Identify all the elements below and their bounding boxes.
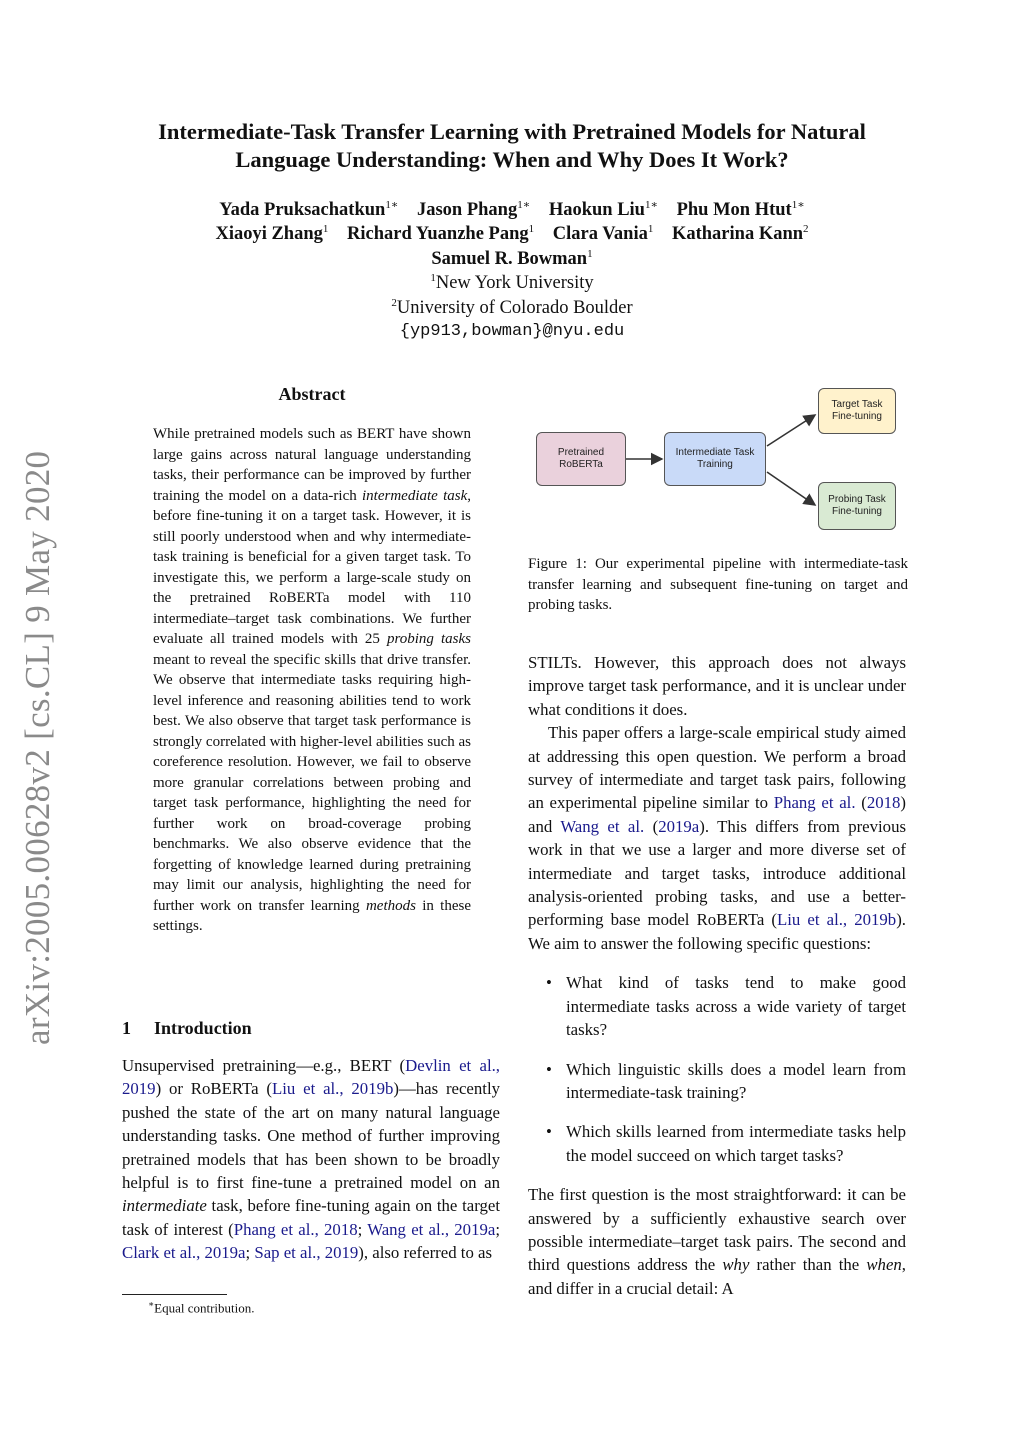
text-em: when [866,1255,902,1275]
footnote [148,1299,255,1316]
list-item [528,1058,906,1105]
author-mark: 1∗ [517,199,531,211]
abstract-span: in these settings. [153,897,471,934]
affiliation-name: New York University [435,273,594,294]
bullet: • [546,1122,552,1142]
text-span: ( [644,816,659,836]
box-intermediate-task-training [664,432,766,486]
box-target-task-finetuning [818,388,896,434]
affiliation [100,296,924,320]
text-span: ( [855,793,867,813]
citation-link[interactable]: Liu et al., 2019b [777,910,897,930]
arrow-intermediate-to-probing [767,472,815,505]
bullet: • [546,1059,552,1079]
box-pretrained-roberta [536,432,626,486]
list-item [528,971,906,1041]
author-name: Yada Pruksachatkun [219,200,386,220]
author-name: Xiaoyi Zhang [215,224,323,245]
text-em: intermediate [122,1196,207,1216]
citation-link[interactable]: Wang et al., 2019a [367,1219,496,1239]
author-mark: 1∗ [644,199,658,211]
text-span: , and differ in a crucial detail: A [528,1255,906,1298]
abstract-span: While pretrained models such as BERT have shown large gains across natural language understanding tasks, their performance can be improved by further training the model on a data-rich [153,426,471,504]
text-span: ) or RoBERTa ( [155,1079,272,1099]
bullet: • [546,973,552,993]
title-line-2: Language Understanding: When and Why Does It Work? [235,147,789,172]
paragraph [528,721,906,955]
footnote-text: Equal contribution. [154,1300,255,1316]
abstract-span: , before fine-tuning it on a target task. However, it is still poorly understood when and why intermediate-task training is beneficial for a given target task. To investigate this, we perform a large-scale study on the pretrained RoBERTa model with 110 intermediate–target task combinations. We further evaluate all trained models with 25 [153,487,471,647]
author-name: Jason Phang [416,200,518,220]
text-span: ; [357,1219,368,1239]
intro-paragraph [122,1054,500,1265]
text-span: )—has recently pushed the state of the art on many natural language understanding tasks. One method of further improving pretrained models that has been shown to be broadly helpful is to first fine-tune a pretrained model on an [122,1079,500,1193]
section-title: Introduction [154,1018,252,1038]
question-text: What kind of tasks tend to make good intermediate tasks across a wide variety of target tasks? [566,973,906,1040]
paragraph [528,1183,906,1300]
affiliation-mark: 2 [391,296,397,309]
abstract-em: methods [365,897,416,914]
box-label: Intermediate Task [675,447,755,458]
citation-link[interactable]: Clark et al., 2019a [122,1243,246,1263]
author-block [100,198,924,344]
box-label: Probing Task [828,494,886,505]
text-span: ). We aim to answer the following specific questions: [528,910,906,953]
text-span: rather than the [749,1255,867,1275]
citation-link[interactable]: 2018 [866,793,901,813]
abstract-span: meant to reveal the specific skills that drive transfer. We observe that intermediate tasks requiring high-level inference and reasoning abilities tend to work best. We also observe that target task performance is strongly correlated with higher-level abilities such as coreference resolution. However, we fail to observe more granular correlations between probing and target task performance, highlighting the need for further work on broad-coverage probing benchmarks. We also observe evidence that the forgetting of knowledge learned during pretraining may limit our analysis, highlighting the need for further work on transfer learning [153,651,471,914]
citation-link[interactable]: Sap et al., 2019 [254,1243,359,1263]
author-mark: 1 [528,223,535,236]
author-mark: 2 [803,223,809,236]
affiliation-mark: 1 [430,272,436,285]
box-label: Training [697,459,733,470]
text-span: ). This differs from previous work in that we use a larger and more diverse set of intermediate and target tasks, introduce additional analysis-oriented probing tasks, and use a better-performing base model RoBERTa ( [528,816,906,930]
section-number: 1 [122,1018,131,1038]
footnote-rule [122,1294,227,1295]
text-span: ), also referred to as [358,1243,493,1263]
abstract-em: probing tasks [386,631,471,647]
author-name: Phu Mon Htut [676,200,792,220]
box-label: Pretrained [557,447,605,458]
affiliation-name: University of Colorado Boulder [396,297,633,318]
author-name: Clara Vania [552,224,648,245]
text-span: ; [245,1243,255,1263]
arrow-intermediate-to-target [767,415,815,446]
author-name: Haokun Liu [548,200,645,220]
text-span: ; [495,1219,500,1239]
author-name: Richard Yuanzhe Pang [347,224,529,245]
box-probing-task-finetuning [818,482,896,530]
author-line-3 [100,247,924,271]
citation-link[interactable]: Wang et al. [560,816,645,836]
citation-link[interactable]: Phang et al. [773,793,856,813]
author-mark: 1∗ [385,199,399,211]
author-mark: 1 [322,223,329,236]
box-label: RoBERTa [559,459,603,470]
abstract-text [153,424,471,937]
abstract-heading: Abstract [278,384,346,404]
author-line-2 [100,222,924,246]
question-list [528,971,906,1167]
text-span: Unsupervised pretraining—e.g., BERT ( [122,1056,406,1075]
text-span: This paper offers a large-scale empirical study aimed at addressing this open question. We perform a broad survey of intermediate and target task pairs, following an experimental pipeline similar to [528,723,906,813]
author-mark: 1 [647,223,654,236]
abstract-em: intermediate task [362,487,468,504]
arxiv-stamp: arXiv:2005.00628v2 [cs.CL] 9 May 2020 [18,450,57,1045]
list-item [528,1120,906,1167]
paper-title [100,118,924,174]
figure-pipeline [528,384,908,544]
author-line-1 [100,198,924,222]
text-span: The first question is the most straightforward: it can be answered by a sufficiently exhaustive search over possible intermediate–target task pairs. The second and third questions address the [528,1185,906,1275]
citation-link[interactable]: Phang et al., 2018 [233,1219,358,1239]
email: {yp913,bowman}@nyu.edu [399,322,625,342]
question-text: Which skills learned from intermediate tasks help the model succeed on which target tasks? [566,1122,906,1165]
title-line-1: Intermediate-Task Transfer Learning with Pretrained Models for Natural [158,119,866,144]
box-label: Target Task [831,399,883,410]
question-text: Which linguistic skills does a model learn from intermediate-task training? [566,1059,906,1102]
affiliation [100,271,924,295]
author-name: Samuel R. Bowman [431,248,588,269]
text-em: why [722,1255,750,1275]
citation-link[interactable]: 2019a [658,816,700,836]
citation-link[interactable]: Liu et al., 2019b [271,1079,394,1099]
box-label: Fine-tuning [831,411,882,422]
figure-caption: Figure 1: Our experimental pipeline with intermediate-task transfer learning and subsequent fine-tuning on target and probing tasks. [528,556,908,613]
box-label: Fine-tuning [831,506,882,517]
author-name: Katharina Kann [671,224,804,245]
author-mark: 1∗ [791,199,805,211]
right-column [528,651,906,1300]
paragraph: STILTs. However, this approach does not always improve target task performance, and it is unclear under what conditions it does. [528,653,906,719]
text-span: task, before fine-tuning again on the target task of interest ( [122,1196,500,1239]
section-heading-introduction [122,1018,252,1039]
text-span: ) and [528,793,907,836]
citation-link[interactable]: Devlin et al., 2019 [122,1056,500,1099]
footnote-mark: ∗ [148,1299,155,1309]
author-mark: 1 [587,247,593,260]
